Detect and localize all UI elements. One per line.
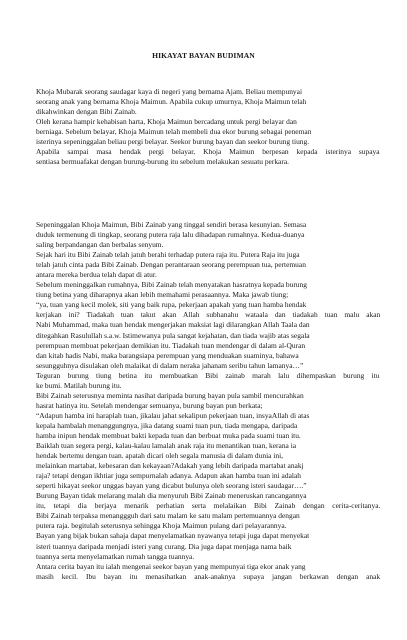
text-line: Teguran burung tiung betina itu membuatkan Bibi zainab marah lalu dihempaskan burung itu — [36, 370, 380, 380]
text-line: “Adapun hamba ini haraplah tuan, jikalau jahat sekalipun pekerjaan tuan, insyaAllah di atas — [36, 410, 310, 420]
text-line: Sejak hari itu Bibi Zainab telah jatuh berahi terhadap putera raja itu. Putera Raja itu juga — [36, 250, 300, 260]
text-line: melainkan martabat, kebesaran dan kekayaan?Adakah yang lebih daripada martabat anakj — [36, 461, 304, 471]
text-line: isterinya sepeninggalan beliau pergi belayar. Seekor burung bayan dan seekor burung tiung. — [36, 137, 310, 147]
text-line: putera raja. begitulah seterusnya sehingga Khoja Maimun pulang dari pelayarannya. — [36, 521, 287, 531]
text-line: Burung Bayan tidak melarang malah dia menyuruh Bibi Zainab meneruskan rancangannya — [36, 491, 307, 501]
text-line: Baiklah tuan segera pergi, kalau-kalau lamalah anak raja itu menantikan tuan, kerana ia — [36, 441, 297, 451]
text-line: antara mereka berdua telah dapat di atur. — [36, 270, 157, 280]
document-title: HIKAYAT BAYAN BUDIMAN — [152, 51, 255, 60]
text-line: tuannya serta menyelamatkan rumah tangga tuannya. — [36, 551, 195, 561]
text-line: perempuan membuat pekerjaan demikian itu. Tiadakah tuan mendengar di dalam al-Quran — [36, 340, 306, 350]
text-line: raja? tetapi dengan ikhtiar juga sempurnalah adanya. Adapun akan hamba tuan ini adalah — [36, 471, 301, 481]
text-line: kerjakan ini? Tiadakah tuan takut akan Allah subhanahu wataala dan tiadakah tuan malu akan — [36, 310, 381, 320]
text-line: itu, tetapi dia berjaya menarik perhatian serta melalaikan Bibi Zainab dengan cerita-ceritanya. — [36, 501, 381, 511]
text-line: Apabila sampai masa hendak pergi belayar, Khoja Maimun berpesan kepada isterinya supaya — [36, 147, 380, 157]
text-line: ke bumi. Matilah burung itu. — [36, 380, 122, 390]
text-line: tiung betina yang diharapnya akan lebih memahami perasaannya. Maka jawab tiung; — [36, 290, 289, 300]
text-line: hendak bertemu dengan tuan. apatah dicari oleh segala manusia di dalam dunia ini, — [36, 451, 284, 461]
text-line: masih kecil. Ibu bayan itu menasihatkan anak-anaknya supaya jangan berkawan dengan anak — [36, 571, 381, 581]
text-line: berniaga. Sebelum belayar, Khoja Maimun telah membeli dua ekor burung sebagai peneman — [36, 127, 312, 137]
text-line: Bibi Zainab terpaksa menanggguh dari satu malam ke satu malam pertemuannya dengan — [36, 511, 300, 521]
text-line: sentiasa bermuafakat dengan burung-burung itu sebelum melakukan sesuatu perkara. — [36, 157, 289, 167]
text-line: Nabi Muhammad, maka tuan hendak mengerjakan maksiat lagi dilarangkan Allah Taala dan — [36, 320, 310, 330]
text-line: ditegahkan Rasulullah s.a.w. Istimewanya pula sangat kejahatan, dan tiada wajib atas segala — [36, 330, 310, 340]
text-line: telah jatuh cinta pada Bibi Zainab. Dengan perantaraan seorang perempuan tua, pertemuan — [36, 260, 306, 270]
text-line: Bibi Zainab seterusnya meminta nasihat daripada burung bayan pula sambil mencurahkan — [36, 390, 304, 400]
text-line: sesungguhnya disulakan oleh malaikat di dalam neraka jahanam seribu tahun lamanya…” — [36, 360, 304, 370]
text-line: Bayan yang bijak bukan sahaja dapat menyelamatkan nyawanya tetapi juga dapat menyekat — [36, 531, 310, 541]
text-line: saling berpandangan dan berbalas senyum. — [36, 240, 164, 250]
text-line: dan kitab hadis Nabi, maka barangsiapa perempuan yang menduakan suaminya, bahawa — [36, 350, 299, 360]
text-line: Antara cerita bayan itu ialah mengenai seekor bayan yang mempunyai tiga ekor anak yang — [36, 561, 306, 571]
text-line: Sepeninggalan Khoja Maimun, Bibi Zainab yang tinggal sendiri berasa kesunyian. Semasa — [36, 220, 307, 229]
text-line: Sebelum meninggalkan rumahnya, Bibi Zainab telah menyatakan hasratnya kepada burung — [36, 280, 307, 290]
intro-paragraph — [36, 87, 380, 167]
text-line: Oleh kerana hampir kehabisan harta, Khoja Maimun bercadang untuk pergi belayar dan — [36, 117, 297, 127]
text-line: isteri tuannya daripada menjadi isteri yang curang. Dia juga dapat menjaga nama baik — [36, 541, 292, 551]
text-line: seorang anak yang bernama Khoja Maimun. Apabila cukup umurnya, Khoja Maimun telah — [36, 97, 307, 107]
text-line: hasrat hatinya itu. Setelah mendengar semuanya, burung bayan pun berkata; — [36, 400, 263, 410]
text-line: seperti hikayat seekor unggas bayan yang dicabut bulunya oleh seorang isteri saudagar….” — [36, 481, 307, 491]
text-line: duduk termenung di tingkap, seorang putera raja lalu dihadapan rumahnya. Kedua-duanya — [36, 230, 305, 240]
text-line: “ya, tuan yang kecil molek, siti yang baik rupa, pekerjaan apakah yang tuan hamba hendak — [36, 300, 307, 310]
text-line: hamba inipun hendak membuat bakti kepada tuan dan berbuat muka pada suami tuan itu. — [36, 430, 301, 440]
text-line: Khoja Mubarak seorang saudagar kaya di negeri yang bernama Ajam. Beliau mempunyai — [36, 87, 303, 96]
text-line: kepala hambalah menanggungnya, jika datang suami tuan pun, tiada mengapa, daripada — [36, 420, 298, 430]
text-line: dikahwinkan dengan Bibi Zainab. — [36, 107, 137, 117]
body-paragraphs — [36, 220, 380, 582]
